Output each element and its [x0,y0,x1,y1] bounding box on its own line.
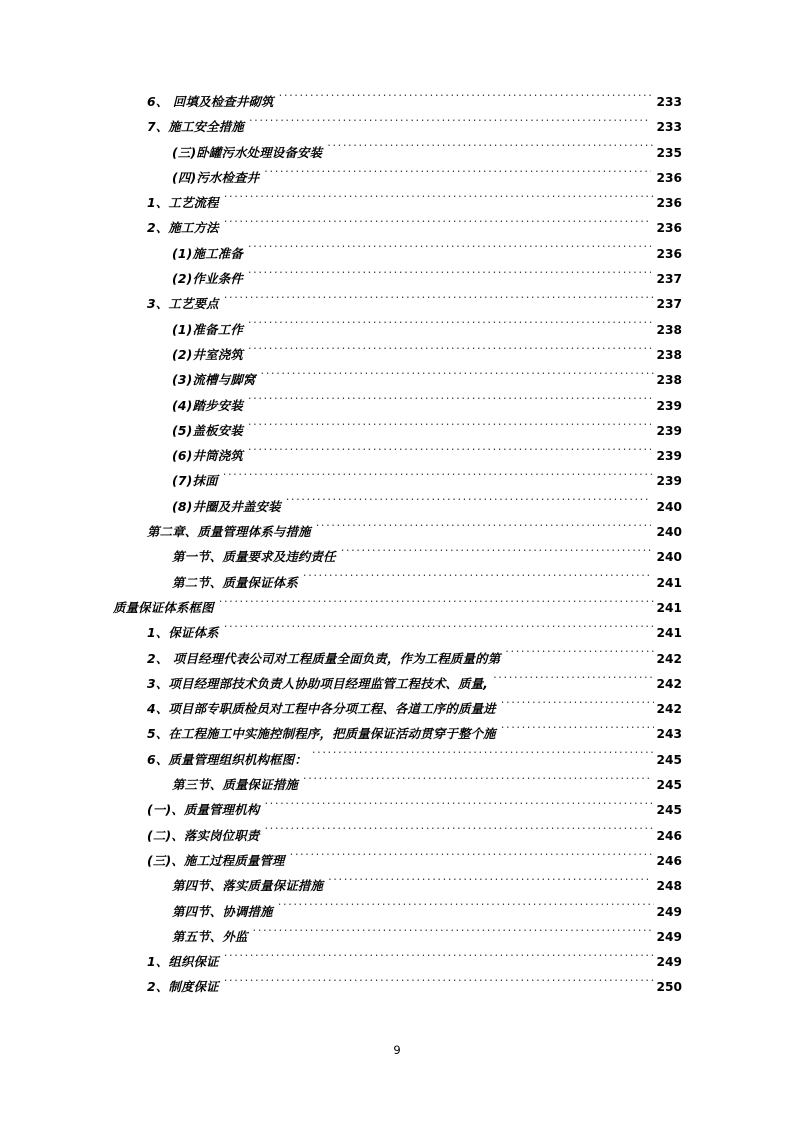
toc-dot-leader [341,549,651,561]
toc-entry-page-number: 245 [656,752,682,767]
toc-entry-label: (3)流槽与脚窝 [172,372,256,388]
toc-dot-leader [327,144,654,156]
toc-entry[interactable] [113,620,682,645]
toc-entry[interactable] [113,367,682,392]
toc-entry-page-number: 239 [656,474,682,489]
toc-entry-label: 第四节、协调措施 [172,903,273,919]
toc-entry[interactable] [113,342,682,367]
toc-entry-page-number: 242 [656,651,682,666]
toc-entry[interactable] [113,772,682,797]
toc-entry-label: 质量保证体系框图 [113,599,214,615]
toc-entry[interactable] [113,241,682,266]
toc-entry-label: 3、工艺要点 [147,296,219,312]
toc-entry[interactable] [113,924,682,949]
toc-dot-leader [249,119,651,131]
toc-dot-leader [253,928,651,940]
toc-entry[interactable] [113,747,682,772]
toc-entry-label: 7、施工安全措施 [147,119,244,135]
toc-entry[interactable] [113,291,682,316]
footer-page-number: 9 [393,1043,401,1057]
toc-dot-leader [303,574,651,586]
toc-entry[interactable] [113,974,682,999]
toc-dot-leader [224,220,651,232]
toc-entry-label: (6)井筒浇筑 [172,448,243,464]
toc-dot-leader [279,94,654,106]
toc-dot-leader [501,701,654,713]
toc-entry[interactable] [113,873,682,898]
toc-entry-label: 第二章、质量管理体系与措施 [147,524,311,540]
toc-entry-label: (7)抹面 [172,473,218,489]
toc-entry-page-number: 242 [656,676,682,691]
toc-dot-leader [223,473,654,485]
toc-dot-leader [316,524,651,536]
toc-dot-leader [328,878,651,890]
toc-entry-page-number: 238 [656,322,682,337]
toc-entry-page-number: 238 [656,373,682,388]
toc-dot-leader [286,498,651,510]
toc-entry[interactable] [113,443,682,468]
toc-entry-page-number: 236 [656,196,682,211]
toc-dot-leader [248,397,651,409]
toc-entry-page-number: 250 [656,980,682,995]
toc-dot-leader [501,726,654,738]
toc-entry[interactable] [113,317,682,342]
toc-entry-label: (一)、质量管理机构 [147,802,260,818]
toc-entry-label: 3、项目经理部技术负责人协助项目经理监管工程技术、质量, [147,675,489,691]
toc-entry-label: (2)井室浇筑 [172,346,243,362]
toc-entry-page-number: 242 [656,702,682,717]
toc-entry-label: (2)作业条件 [172,271,243,287]
toc-entry[interactable] [113,215,682,240]
toc-dot-leader [248,321,654,333]
toc-entry-page-number: 235 [656,145,682,160]
toc-entry-page-number: 249 [656,904,682,919]
toc-entry-page-number: 245 [656,803,682,818]
toc-entry-label: 2、 项目经理代表公司对工程质量全面负责，作为工程质量的第 [147,650,501,666]
table-of-contents [113,89,682,1000]
toc-entry-page-number: 241 [656,626,682,641]
toc-entry[interactable] [113,266,682,291]
toc-entry[interactable] [113,468,682,493]
toc-dot-leader [248,245,651,257]
toc-entry-label: 6、 回填及检查井砌筑 [147,94,274,109]
toc-dot-leader [219,600,654,612]
toc-entry-page-number: 239 [656,423,682,438]
toc-entry-label: 第四节、落实质量保证措施 [172,878,324,894]
toc-entry[interactable] [113,418,682,443]
toc-entry-label: 5、在工程施工中实施控制程序，把质量保证活动贯穿于整个施 [147,726,496,742]
toc-dot-leader [248,448,651,460]
toc-entry-page-number: 243 [656,727,682,742]
toc-entry-label: (三)卧罐污水处理设备安装 [172,144,323,160]
toc-entry[interactable] [113,823,682,848]
toc-entry[interactable] [113,899,682,924]
toc-entry-page-number: 246 [656,828,682,843]
toc-entry[interactable] [113,165,682,190]
toc-entry-page-number: 238 [656,347,682,362]
toc-entry-page-number: 249 [656,955,682,970]
toc-entry[interactable] [113,797,682,822]
toc-entry-label: 4、项目部专职质检员对工程中各分项工程、各道工序的质量进 [147,701,496,717]
toc-entry-page-number: 237 [656,272,682,287]
toc-entry[interactable] [113,721,682,746]
toc-dot-leader [224,296,654,308]
toc-entry-page-number: 233 [656,95,682,109]
toc-entry-page-number: 248 [656,879,682,894]
toc-entry[interactable] [113,595,682,620]
toc-dot-leader [224,954,654,966]
toc-dot-leader [248,422,651,434]
toc-entry-label: 6、质量管理组织机构框图： [147,751,307,767]
toc-entry-page-number: 240 [656,550,682,565]
toc-entry-page-number: 249 [656,929,682,944]
toc-entry[interactable] [113,114,682,139]
toc-dot-leader [505,650,654,662]
toc-dot-leader [264,827,654,839]
toc-entry-page-number: 236 [656,246,682,261]
toc-entry-label: (三)、施工过程质量管理 [147,852,285,868]
toc-entry-label: 1、工艺流程 [147,195,219,211]
toc-entry-page-number: 246 [656,853,682,868]
toc-entry-label: 第五节、外监 [172,928,248,944]
toc-entry-page-number: 240 [656,525,682,540]
toc-dot-leader [224,625,654,637]
toc-entry-label: 第三节、质量保证措施 [172,777,298,793]
toc-entry-label: (四)污水检查井 [172,169,260,185]
toc-entry-label: (二)、落实岗位职责 [147,827,260,843]
toc-entry-label: 1、保证体系 [147,625,219,641]
toc-entry[interactable] [113,696,682,721]
toc-entry[interactable] [113,89,682,114]
toc-entry[interactable] [113,190,682,215]
toc-entry-page-number: 241 [656,600,682,615]
toc-entry[interactable] [113,949,682,974]
toc-entry-label: 第二节、质量保证体系 [172,574,298,590]
toc-dot-leader [248,271,651,283]
toc-entry-page-number: 236 [656,221,682,236]
toc-dot-leader [264,802,654,814]
toc-entry[interactable] [113,140,682,165]
toc-entry[interactable] [113,646,682,671]
toc-entry-page-number: 233 [656,120,682,135]
toc-entry-label: (8)井圈及井盖安装 [172,498,281,514]
toc-dot-leader [303,777,651,789]
toc-dot-leader [261,372,654,384]
toc-entry[interactable] [113,570,682,595]
toc-entry-label: 1、组织保证 [147,954,219,970]
toc-entry-label: (1)施工准备 [172,245,243,261]
toc-entry-page-number: 239 [656,449,682,464]
toc-entry-page-number: 245 [656,778,682,793]
toc-entry[interactable] [113,494,682,519]
toc-dot-leader [248,347,651,359]
toc-entry-label: 2、施工方法 [147,220,219,236]
toc-dot-leader [224,979,654,991]
toc-dot-leader [224,195,654,207]
toc-entry-page-number: 240 [656,499,682,514]
toc-entry-page-number: 241 [656,575,682,590]
toc-entry[interactable] [113,393,682,418]
toc-entry[interactable] [113,848,682,873]
toc-entry-label: (5)盖板安装 [172,422,243,438]
toc-entry[interactable] [113,519,682,544]
toc-dot-leader [278,903,654,915]
toc-entry-label: 2、制度保证 [147,979,219,995]
toc-dot-leader [290,853,654,865]
toc-entry-page-number: 236 [656,170,682,185]
toc-entry-page-number: 239 [656,398,682,413]
toc-entry[interactable] [113,544,682,569]
toc-entry-label: (4)踏步安装 [172,397,243,413]
toc-dot-leader [264,170,651,182]
toc-entry[interactable] [113,671,682,696]
toc-dot-leader [312,751,654,763]
toc-dot-leader [493,675,654,687]
toc-entry-page-number: 237 [656,297,682,312]
toc-entry-label: 第一节、质量要求及违约责任 [172,549,336,565]
toc-entry-label: (1)准备工作 [172,321,243,337]
